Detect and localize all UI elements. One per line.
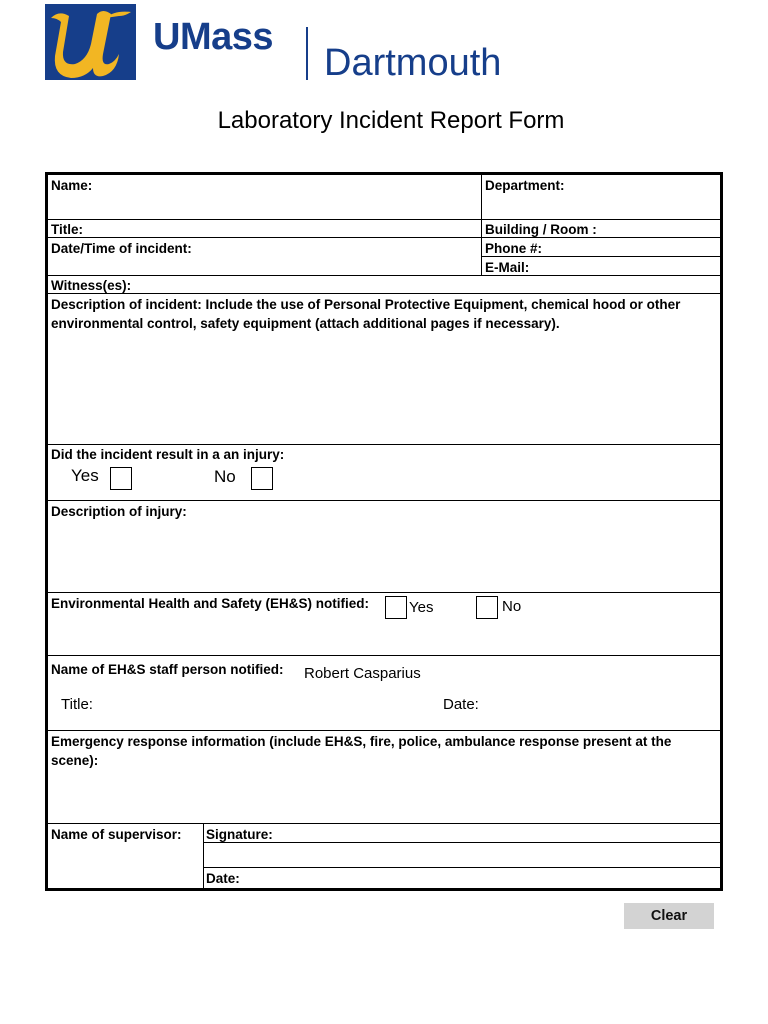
row-divider (48, 592, 720, 593)
signature-date-label: Date: (206, 871, 240, 886)
row-divider (48, 275, 720, 276)
row-divider (48, 655, 720, 656)
row-divider (48, 293, 720, 294)
phone-label: Phone #: (485, 241, 543, 256)
row-divider (48, 444, 720, 445)
ehs-yes-label: Yes (409, 599, 434, 616)
column-divider (203, 823, 204, 888)
umass-logo (45, 4, 136, 80)
umass-u-logo-icon (45, 4, 136, 80)
clear-button[interactable]: Clear (624, 903, 714, 929)
injury-no-checkbox[interactable] (251, 467, 273, 490)
brand-umass: UMass (153, 16, 273, 58)
column-divider (481, 175, 482, 275)
department-label: Department: (485, 178, 565, 193)
title-label: Title: (51, 222, 84, 237)
row-divider (203, 867, 720, 868)
emergency-response-label: Emergency response information (include EH&S, fire, police, ambulance response present at the scene): (51, 734, 672, 768)
incident-description-label: Description of incident: Include the use of Personal Protective Equipment, chemical hood or other environmental control, safety equipment (attach additional pages if necessary). (51, 297, 681, 331)
row-divider (48, 500, 720, 501)
ehs-yes-checkbox[interactable] (385, 596, 407, 619)
incident-report-form (45, 172, 723, 891)
brand-dartmouth: Dartmouth (324, 42, 502, 84)
injury-no-label: No (214, 467, 236, 486)
email-label: E-Mail: (485, 260, 530, 275)
ehs-title-label: Title: (61, 696, 93, 713)
injury-yes-checkbox[interactable] (110, 467, 132, 490)
ehs-staff-value[interactable]: Robert Casparius (304, 665, 421, 682)
row-divider (48, 219, 720, 220)
row-divider (203, 842, 720, 843)
row-divider (48, 730, 720, 731)
ehs-no-checkbox[interactable] (476, 596, 498, 619)
datetime-label: Date/Time of incident: (51, 241, 192, 256)
name-label: Name: (51, 178, 93, 193)
brand-divider (306, 27, 308, 80)
signature-label: Signature: (206, 827, 273, 842)
ehs-notified-label: Environmental Health and Safety (EH&S) notified: (51, 596, 370, 611)
injury-description-label: Description of injury: (51, 504, 187, 519)
row-divider (48, 237, 720, 238)
witnesses-label: Witness(es): (51, 278, 132, 293)
ehs-staff-label: Name of EH&S staff person notified: (51, 662, 284, 677)
ehs-date-label: Date: (443, 696, 479, 713)
supervisor-label: Name of supervisor: (51, 827, 182, 842)
ehs-no-label: No (502, 598, 522, 615)
injury-question: Did the incident result in a an injury: (51, 447, 285, 462)
building-room-label: Building / Room : (485, 222, 597, 237)
row-divider (48, 823, 720, 824)
injury-yes-label: Yes (71, 466, 99, 485)
page-title: Laboratory Incident Report Form (217, 107, 565, 134)
